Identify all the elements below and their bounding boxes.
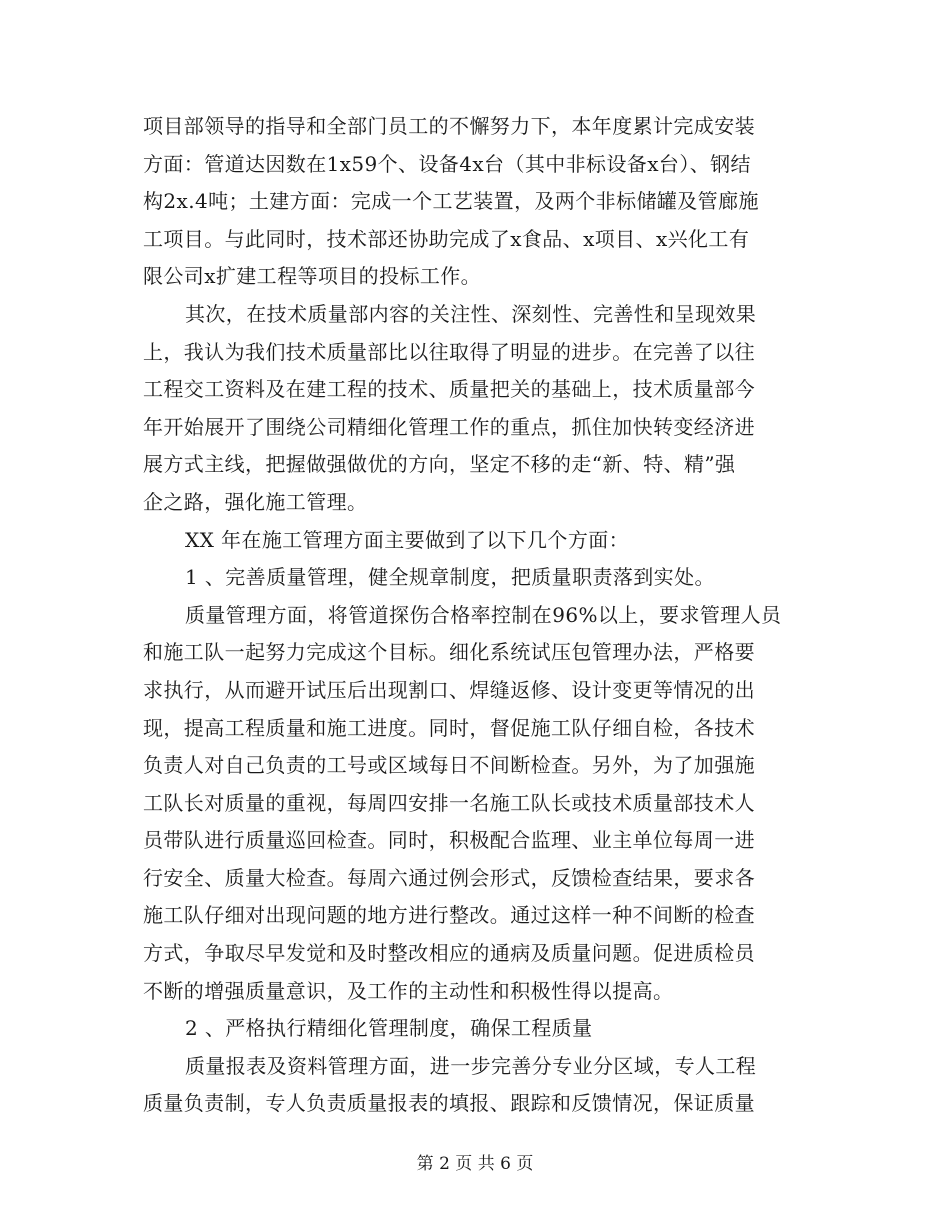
text-line: 限公司x扩建工程等项目的投标工作。 bbox=[143, 264, 482, 289]
text-line: 员带队进行质量巡回检查。同时，积极配合监理、业主单位每周一进 bbox=[143, 828, 755, 853]
section-heading-2: 2 、严格执行精细化管理制度，确保工程质量 bbox=[185, 1016, 593, 1041]
paragraph-first-line: 质量报表及资料管理方面，进一步完善分专业分区域，专人工程 bbox=[185, 1053, 757, 1078]
paragraph-first-line: 质量管理方面，将管道探伤合格率控制在96%以上，要求管理人员 bbox=[185, 602, 782, 627]
text-line: 工程交工资料及在建工程的技术、质量把关的基础上，技术质量部今 bbox=[143, 377, 755, 402]
text-line: 不断的增强质量意识，及工作的主动性和积极性得以提高。 bbox=[143, 978, 674, 1003]
text-line: 年开始展开了围绕公司精细化管理工作的重点，抓住加快转变经济进 bbox=[143, 414, 755, 439]
text-line: 求执行，从而避开试压后出现割口、焊缝返修、设计变更等情况的出 bbox=[143, 677, 755, 702]
section-heading-1: 1 、完善质量管理，健全规章制度，把质量职责落到实处。 bbox=[185, 565, 715, 590]
text-line: 企之路，强化施工管理。 bbox=[143, 489, 368, 514]
text-line: 上，我认为我们技术质量部比以往取得了明显的进步。在完善了以往 bbox=[143, 339, 755, 364]
text-line: 和施工队一起努力完成这个目标。细化系统试压包管理办法，严格要 bbox=[143, 640, 755, 665]
text-line: 现，提高工程质量和施工进度。同时，督促施工队仔细自检，各技术 bbox=[143, 715, 755, 740]
text-line: 负责人对自己负责的工号或区域每日不间断检查。另外，为了加强施 bbox=[143, 753, 755, 778]
section-intro: XX 年在施工管理方面主要做到了以下几个方面： bbox=[185, 527, 630, 552]
text-line: 行安全、质量大检查。每周六通过例会形式，反馈检查结果，要求各 bbox=[143, 865, 755, 890]
text-line: 方面：管道达因数在1x59个、设备4x台（其中非标设备x台）、钢结 bbox=[143, 151, 751, 176]
text-line: 展方式主线，把握做强做优的方向，坚定不移的走“新、特、精”强 bbox=[143, 452, 736, 477]
page-number-footer: 第 2 页 共 6 页 bbox=[416, 1154, 534, 1174]
text-line: 质量负责制，专人负责质量报表的填报、跟踪和反馈情况，保证质量 bbox=[143, 1091, 755, 1116]
paragraph-first-line: 其次，在技术质量部内容的关注性、深刻性、完善性和呈现效果 bbox=[185, 301, 757, 326]
text-line: 方式，争取尽早发觉和及时整改相应的通病及质量问题。促进质检员 bbox=[143, 941, 755, 966]
text-line: 构2x.4吨；土建方面：完成一个工艺装置，及两个非标储罐及管廊施 bbox=[143, 189, 759, 214]
text-line: 工项目。与此同时，技术部还协助完成了x食品、x项目、x兴化工有 bbox=[143, 226, 750, 251]
text-line: 项目部领导的指导和全部门员工的不懈努力下，本年度累计完成安装 bbox=[143, 114, 755, 138]
document-body bbox=[143, 108, 813, 1123]
text-line: 施工队仔细对出现问题的地方进行整改。通过这样一种不间断的检查 bbox=[143, 903, 755, 928]
text-line: 工队长对质量的重视，每周四安排一名施工队长或技术质量部技术人 bbox=[143, 790, 755, 815]
